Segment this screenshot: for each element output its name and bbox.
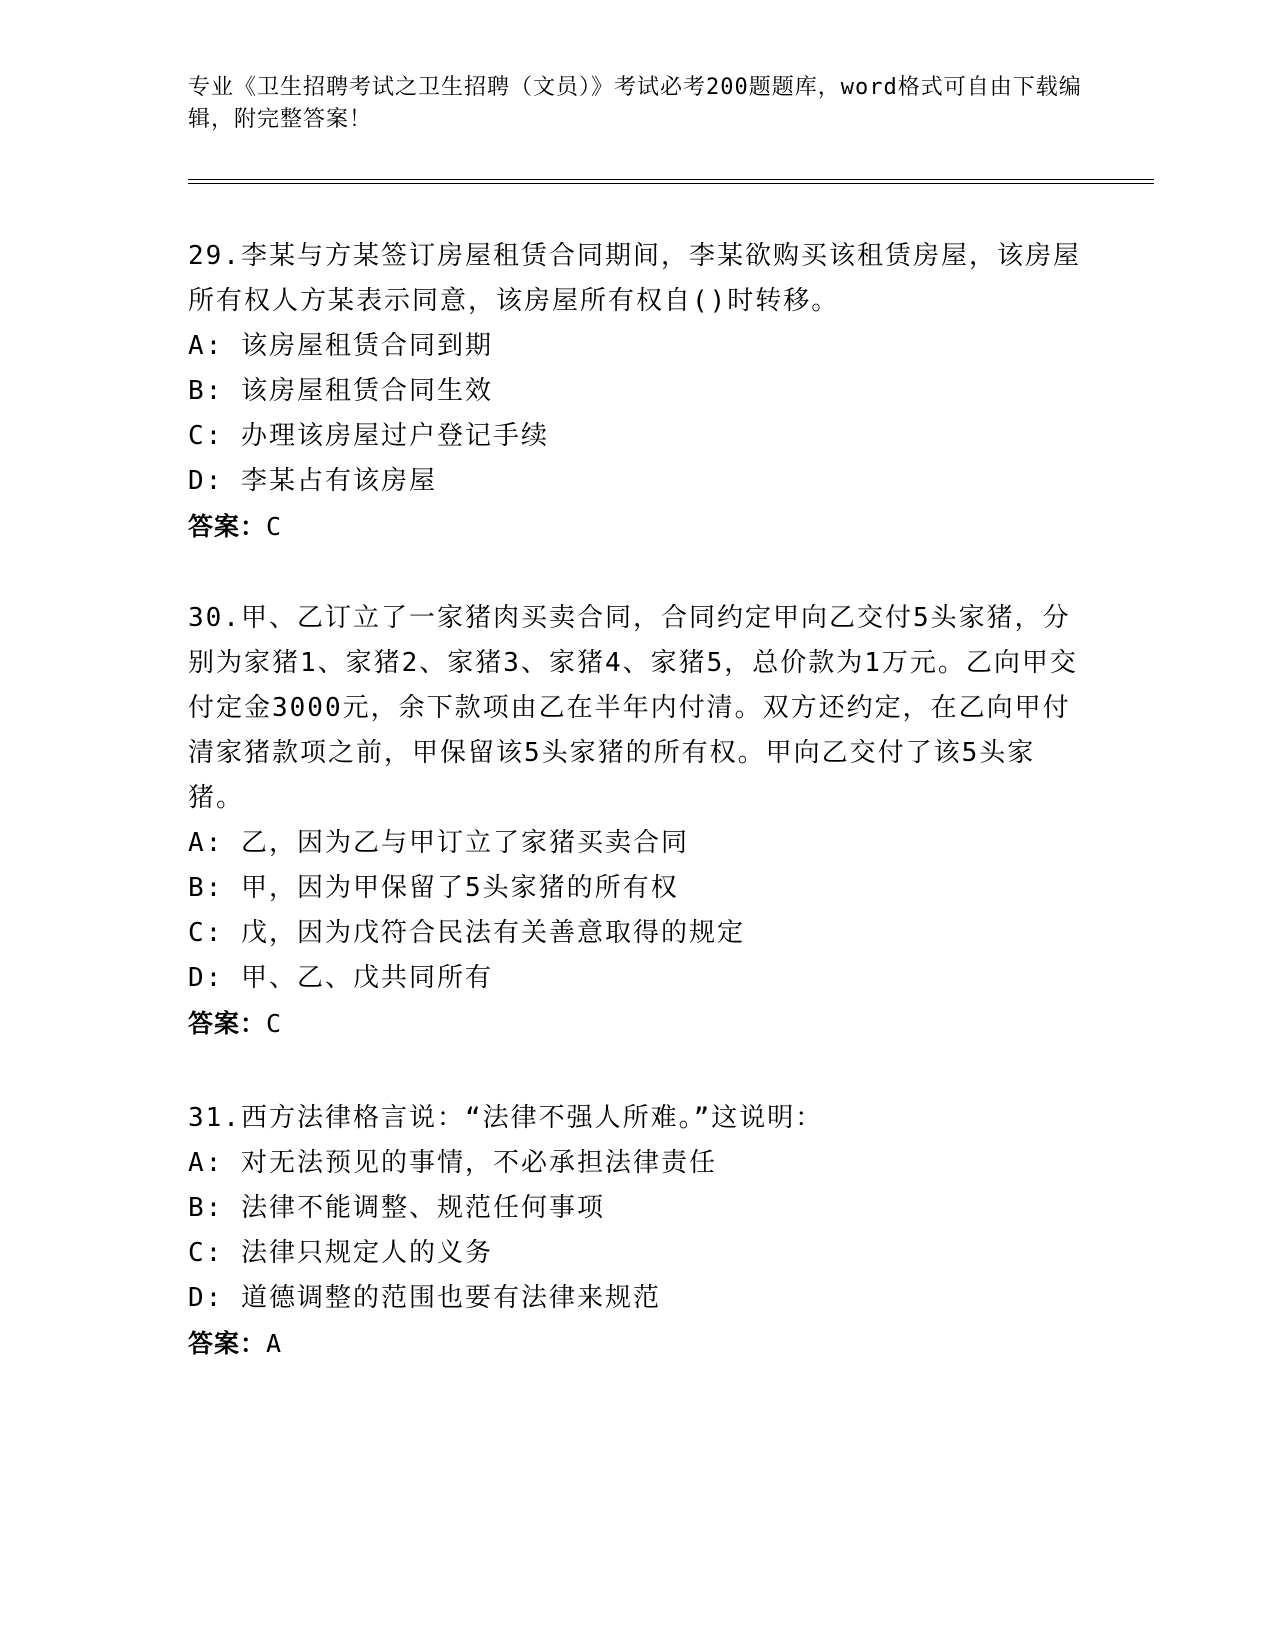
question-stem: 30.甲、乙订立了一家猪肉买卖合同，合同约定甲向乙交付5头家猪，分别为家猪1、家猪2、家猪3、家猪4、家猪5，总价款为1万元。乙向甲交付定金3000元，余下款项由乙在半年内付清。双方还约定，在乙向甲付清家猪款项之前，甲保留该5头家猪的所有权。甲向乙交付了该5头家猪。: [188, 603, 1078, 813]
option-b: [188, 1186, 1088, 1231]
option-d: [188, 459, 1088, 504]
option-text: 戊，因为戊符合民法有关善意取得的规定: [240, 918, 745, 948]
option-text: 法律不能调整、规范任何事项: [240, 1193, 605, 1223]
option-d: [188, 956, 1088, 1001]
option-key: A:: [188, 1148, 224, 1178]
answer-line: [188, 504, 1088, 549]
option-text: 道德调整的范围也要有法律来规范: [240, 1283, 661, 1313]
option-text: 李某占有该房屋: [240, 466, 437, 496]
option-text: 对无法预见的事情，不必承担法律责任: [240, 1148, 717, 1178]
question-29: [188, 234, 1088, 549]
question-stem: 29.李某与方某签订房屋租赁合同期间，李某欲购买该租赁房屋，该房屋所有权人方某表示同意，该房屋所有权自()时转移。: [188, 241, 1081, 316]
header-divider-bottom: [188, 183, 1154, 184]
option-c: [188, 911, 1088, 956]
option-key: D:: [188, 466, 224, 496]
option-key: A:: [188, 331, 224, 361]
answer-label: 答案：: [188, 512, 267, 541]
answer-label: 答案：: [188, 1329, 267, 1358]
option-text: 办理该房屋过户登记手续: [240, 421, 549, 451]
answer-label: 答案：: [188, 1009, 267, 1038]
option-c: [188, 1231, 1088, 1276]
option-text: 法律只规定人的义务: [240, 1238, 493, 1268]
option-text: 甲，因为甲保留了5头家猪的所有权: [240, 873, 679, 903]
answer-line: [188, 1321, 1088, 1366]
option-text: 甲、乙、戊共同所有: [240, 963, 493, 993]
option-d: [188, 1276, 1088, 1321]
question-30: [188, 596, 1088, 1046]
option-key: C:: [188, 421, 224, 451]
option-a: [188, 1141, 1088, 1186]
option-a: [188, 324, 1088, 369]
option-key: B:: [188, 1193, 224, 1223]
document-header: 专业《卫生招聘考试之卫生招聘（文员）》考试必考200题题库，word格式可自由下载编辑，附完整答案！: [188, 75, 1082, 132]
option-text: 该房屋租赁合同生效: [240, 376, 493, 406]
question-stem: 31.西方法律格言说：“法律不强人所难。”这说明：: [188, 1103, 824, 1133]
option-text: 乙，因为乙与甲订立了家猪买卖合同: [240, 828, 689, 858]
option-key: C:: [188, 918, 224, 948]
option-text: 该房屋租赁合同到期: [240, 331, 493, 361]
option-key: B:: [188, 873, 224, 903]
option-b: [188, 369, 1088, 414]
answer-line: [188, 1001, 1088, 1046]
option-a: [188, 821, 1088, 866]
option-b: [188, 866, 1088, 911]
option-key: D:: [188, 1283, 224, 1313]
answer-value: C: [266, 1009, 283, 1038]
option-c: [188, 414, 1088, 459]
option-key: A:: [188, 828, 224, 858]
question-31: [188, 1096, 1088, 1366]
option-key: B:: [188, 376, 224, 406]
header-divider-top: [188, 179, 1154, 180]
option-key: C:: [188, 1238, 224, 1268]
answer-value: A: [266, 1329, 283, 1358]
answer-value: C: [266, 512, 283, 541]
option-key: D:: [188, 963, 224, 993]
